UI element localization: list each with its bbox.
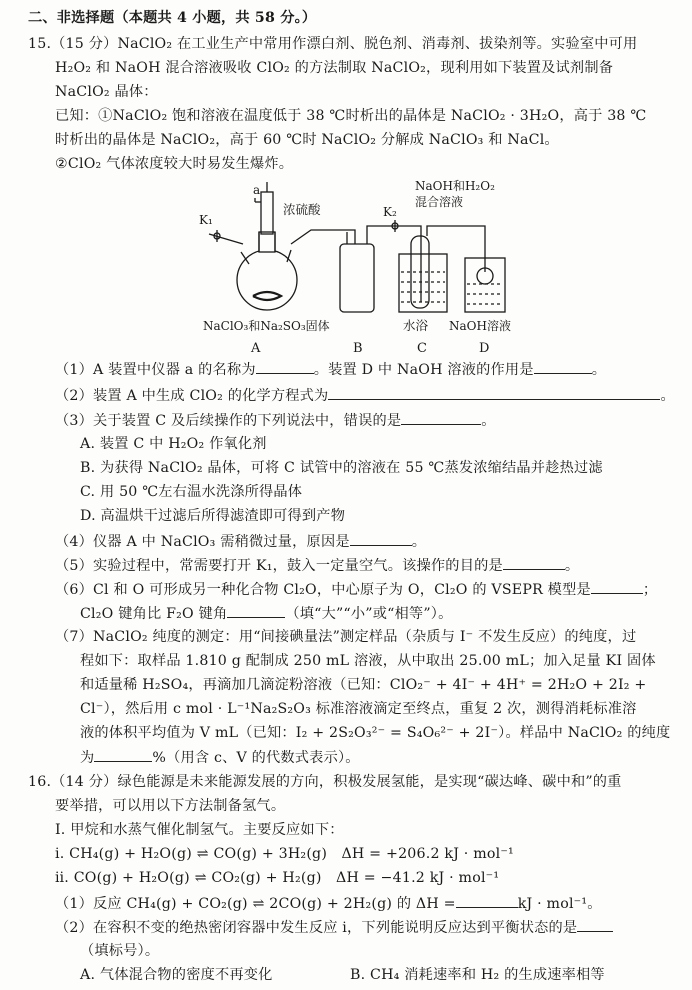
answer-blank	[256, 360, 314, 374]
section-heading: 二、非选择题（本题共 4 小题，共 58 分。）	[28, 10, 317, 26]
answer-blank	[577, 918, 613, 932]
label-solid: NaClO₃和Na₂SO₃固体	[203, 319, 330, 333]
q15-sub7-line-1: （7）NaClO₂ 纯度的测定：用“间接碘量法”测定样品（杂质与 I⁻ 不发生反应）的纯度，过	[55, 629, 637, 645]
q15-sub6: （6）Cl 和 O 可形成另一种化合物 Cl₂O，中心原子为 O，Cl₂O 的 VSEPR 模型是 ；	[55, 582, 658, 598]
apparatus-figure	[195, 172, 525, 357]
answer-blank	[401, 411, 481, 425]
answer-blank	[328, 386, 660, 400]
label-k1: K₁	[199, 213, 213, 227]
q15-sub1: （1）A 装置中仪器 a 的名称为 。装置 D 中 NaOH 溶液的作用是 。	[55, 362, 607, 378]
q15-sub3-option-c: C. 用 50 ℃左右温水洗涤所得晶体	[80, 484, 303, 500]
q16-sub2-option-a: A. 气体混合物的密度不再变化	[80, 967, 273, 983]
q16-sub2: （2）在容积不变的绝热密闭容器中发生反应 ⅰ，下列能说明反应达到平衡状态的是	[55, 918, 613, 937]
q16-sub2-option-b: B. CH₄ 消耗速率和 H₂ 的生成速率相等	[350, 967, 605, 983]
label-mix-1: NaOH和H₂O₂	[415, 179, 495, 193]
answer-blank	[534, 360, 592, 374]
answer-blank	[591, 580, 643, 594]
q15-sub2: （2）装置 A 中生成 ClO₂ 的化学方程式为 。	[55, 388, 675, 404]
label-mix-2: 混合溶液	[415, 195, 464, 209]
q15-sub7-line-6: 为 %（用含 c、V 的代数式表示）。	[80, 750, 360, 766]
label-water-bath: 水浴	[403, 318, 429, 333]
q15-sub5: （5）实验过程中，常需要打开 K₁，鼓入一定量空气。该操作的目的是 。	[55, 558, 580, 574]
letter-b: B	[353, 341, 363, 356]
answer-blank	[227, 604, 285, 618]
q16-line-2: 要举措，可以用以下方法制备氢气。	[55, 798, 286, 814]
label-conc-acid: 浓硫酸	[283, 202, 321, 217]
q15-known-2: 时析出的晶体是 NaClO₂，高于 60 ℃时 NaClO₂ 分解成 NaClO₃ 和 NaCl。	[55, 132, 559, 148]
q16-part-i: Ⅰ. 甲烷和水蒸气催化制氢气。主要反应如下：	[55, 822, 344, 838]
q16-reaction-1: ⅰ. CH₄(g) + H₂O(g) ⇌ CO(g) + 3H₂(g) ΔH = +206.2 kJ · mol⁻¹	[55, 846, 514, 862]
q15-line-1: 15.（15 分）NaClO₂ 在工业生产中常用作漂白剂、脱色剂、消毒剂、拔染剂等。实验室中可用	[28, 36, 638, 52]
q16-line-1: 16.（14 分）绿色能源是未来能源发展的方向，积极发展氢能，是实现“碳达峰、碳中和”的重	[28, 774, 622, 790]
answer-blank	[94, 748, 152, 762]
label-a: a	[253, 183, 261, 197]
label-k2: K₂	[383, 205, 397, 219]
letter-d: D	[479, 341, 490, 356]
letter-a: A	[251, 341, 261, 356]
q15-sub3-option-a: A. 装置 C 中 H₂O₂ 作氧化剂	[80, 436, 267, 452]
q15-sub7-line-3: 和适量稀 H₂SO₄，再滴加几滴淀粉溶液（已知：ClO₂⁻ + 4I⁻ + 4H⁺ = 2H₂O + 2I₂ +	[80, 677, 647, 693]
q16-sub2-line-2: （填标号）。	[80, 943, 160, 959]
letter-c: C	[417, 341, 427, 356]
q16-sub1: （1）反应 CH₄(g) + CO₂(g) ⇌ 2CO(g) + 2H₂(g) 的 ΔH = kJ · mol⁻¹。	[55, 896, 602, 912]
q15-sub7-line-4: Cl⁻），然后用 c mol · L⁻¹Na₂S₂O₃ 标准溶液滴定至终点，重复 2 次，测得消耗标准溶	[80, 701, 637, 717]
answer-blank	[503, 556, 565, 570]
q15-sub4: （4）仪器 A 中 NaClO₃ 需稍微过量，原因是 。	[55, 534, 427, 550]
label-naoh-solution: NaOH溶液	[449, 319, 511, 333]
answer-blank	[350, 532, 412, 546]
q15-sub7-line-2: 程如下：取样品 1.810 g 配制成 250 mL 溶液，从中取出 25.00 mL；加入足量 KI 固体	[80, 653, 656, 669]
q15-known-3: ②ClO₂ 气体浓度较大时易发生爆炸。	[55, 156, 294, 172]
q15-sub7-line-5: 液的体积平均值为 V mL（已知：I₂ + 2S₂O₃²⁻ = S₄O₆²⁻ + 2I⁻）。样品中 NaClO₂ 的纯度	[80, 725, 671, 741]
q15-sub3: （3）关于装置 C 及后续操作的下列说法中，错误的是 。	[55, 413, 496, 429]
q15-sub3-option-b: B. 为获得 NaClO₂ 晶体，可将 C 试管中的溶液在 55 ℃蒸发浓缩结晶并趁热过滤	[80, 460, 603, 476]
q15-sub6-line-2: Cl₂O 键角比 F₂O 键角 （填“大”“小”或“相等”）。	[80, 606, 453, 622]
q15-sub3-option-d: D. 高温烘干过滤后所得滤渣即可得到产物	[80, 508, 346, 524]
q15-line-3: NaClO₂ 晶体：	[55, 84, 158, 100]
q15-line-2: H₂O₂ 和 NaOH 混合溶液吸收 ClO₂ 的方法制取 NaClO₂，现利用如下装置及试剂制备	[55, 60, 614, 76]
q16-reaction-2: ⅱ. CO(g) + H₂O(g) ⇌ CO₂(g) + H₂(g) ΔH = −41.2 kJ · mol⁻¹	[55, 870, 500, 886]
q15-known-1: 已知：①NaClO₂ 饱和溶液在温度低于 38 ℃时析出的晶体是 NaClO₂ · 3H₂O，高于 38 ℃	[55, 108, 647, 124]
answer-blank	[456, 894, 518, 908]
